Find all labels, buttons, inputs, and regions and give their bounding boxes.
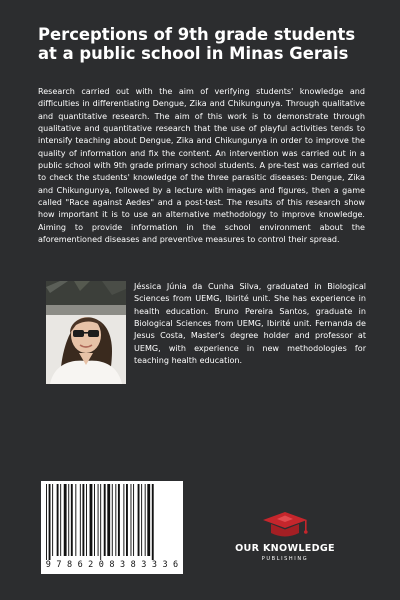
publisher-name: OUR KNOWLEDGE — [235, 543, 335, 554]
isbn-digit: 0 — [98, 560, 104, 570]
isbn-digit: 3 — [151, 560, 157, 570]
book-title: Perceptions of 9th grade students at a public school in Minas Gerais — [38, 25, 356, 63]
isbn-digit: 3 — [162, 560, 168, 570]
isbn-digit: 2 — [88, 560, 94, 570]
isbn-digit: 3 — [120, 560, 126, 570]
isbn-digit: 6 — [173, 560, 179, 570]
isbn-digit: 3 — [141, 560, 147, 570]
isbn-number — [41, 560, 183, 570]
publisher-block — [230, 510, 340, 562]
isbn-digit: 8 — [130, 560, 136, 570]
author-bio: Jéssica Júnia da Cunha Silva, graduated in Biological Sciences from UEMG, Ibirité unit. She has experience in health education. Bruno Pereira Santos, graduate in Biological Sciences from UEMG, Ibirité unit. Fernanda de Jesus Costa, Master's degree holder and professor at UEMG, with experience in new methodologies for teaching health education. — [134, 282, 366, 366]
isbn-barcode — [41, 481, 183, 574]
graduation-cap-icon — [230, 510, 340, 540]
publisher-subtitle: PUBLISHING — [261, 556, 309, 562]
isbn-digit: 9 — [45, 560, 51, 570]
isbn-digit: 8 — [66, 560, 73, 570]
barcode-bars — [41, 481, 183, 561]
author-photo — [46, 281, 126, 384]
isbn-digit: 7 — [56, 560, 62, 570]
book-abstract: Research carried out with the aim of verifying students' knowledge and difficulties in differentiating Dengue, Zika and Chikungunya. Through qualitative and quantitative research. The aim of this work is to demonstrate through qualitative and quantitative research that the use of playful activities tends to intensify teaching about Dengue, Zika and Chikungunya in order to improve the quality of information and fix the content. An intervention was carried out in a public school with 9th grade primary school students. A pre-test was carried out to check the students' knowledge of the three parasitic diseases: Dengue, Zika and Chikungunya, followed by a lecture with images and figures, then a game called "Race against Aedes" and a post-test. The results of this research show how important it is to use an alternative methodology to improve knowledge. Aiming to provide information in the school environment about the aforementioned diseases and preventive measures to control their spread. — [38, 87, 365, 245]
isbn-digit: 8 — [109, 560, 115, 570]
isbn-digit: 6 — [77, 560, 83, 570]
